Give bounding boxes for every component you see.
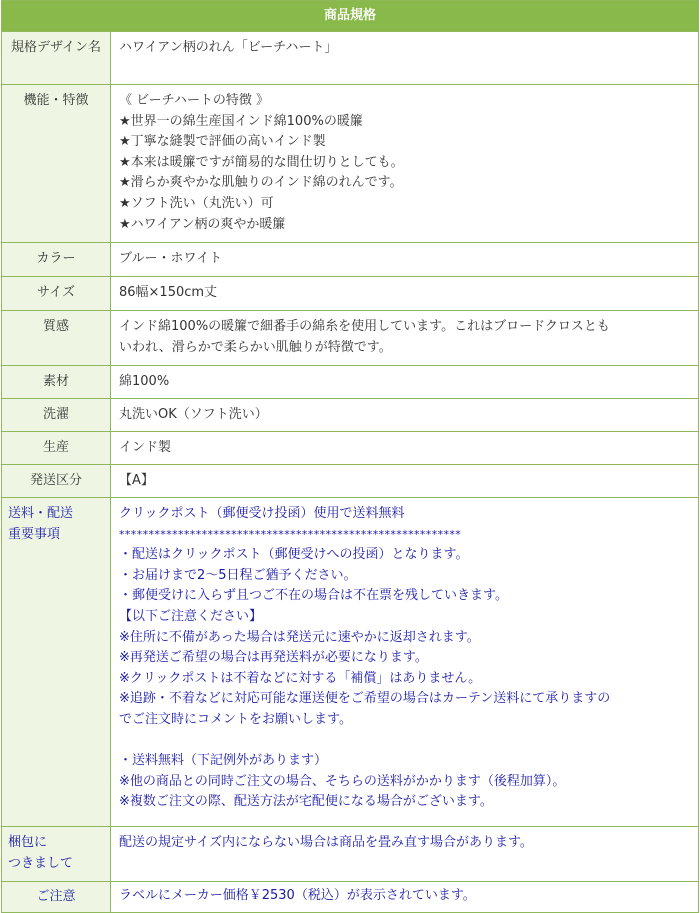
row-design <box>2 32 698 85</box>
row-size <box>2 277 698 311</box>
label-line: 送料・配送 <box>8 506 74 521</box>
row-label-wash: 洗濯 <box>2 399 111 431</box>
row-ship-class <box>2 465 698 498</box>
value-line: でご注文時にコメントをお願いします。 <box>119 711 352 727</box>
value-line: ★滑らか爽やかな肌触りのインド綿のれんです。 <box>119 175 403 191</box>
value-line: 配送の規定サイズ内にならない場合は商品を畳み直す場合があります。 <box>119 835 533 850</box>
row-label-color: カラー <box>2 243 111 276</box>
row-origin <box>2 432 698 465</box>
row-notice <box>2 882 698 912</box>
value-line: ハワイアン柄のれん「ビーチハート」 <box>119 40 338 55</box>
row-shipping <box>2 498 698 827</box>
row-value-origin <box>111 432 698 464</box>
row-label-features: 機能・特徴 <box>2 85 111 242</box>
spec-table-title: 商品規格 <box>2 1 698 32</box>
value-line: ラベルにメーカー価格￥2530（税込）が表示されています。 <box>119 888 476 903</box>
row-color <box>2 243 698 277</box>
row-value-packing <box>111 827 698 881</box>
value-line: ・お届けまで2～5日程ご猶予ください。 <box>119 567 357 583</box>
value-line: ★ハワイアン柄の爽やか暖簾 <box>119 216 286 232</box>
row-label-packing <box>2 827 111 881</box>
row-value-shipping <box>111 498 698 826</box>
value-line: ★丁寧な縫製で評価の高いインド製 <box>119 134 326 150</box>
row-texture <box>2 311 698 366</box>
value-line: ・配送はクリックポスト（郵便受けへの投函）となります。 <box>119 547 469 563</box>
value-line: ・郵便受けに入らず且つご不在の場合は不在票を残していきます。 <box>119 588 508 604</box>
value-line: インド製 <box>119 440 172 455</box>
value-line: ※再発送ご希望の場合は再発送料が必要になります。 <box>119 650 428 666</box>
label-line: 梱包に <box>8 835 48 850</box>
row-label-origin: 生産 <box>2 432 111 464</box>
row-label-material: 素材 <box>2 366 111 398</box>
value-line: 丸洗いOK（ソフト洗い） <box>119 407 268 422</box>
value-line: ※複数ご注文の際、配送方法が宅配便になる場合がございます。 <box>119 794 493 810</box>
value-line: 【A】 <box>119 473 154 488</box>
row-label-design: 規格デザイン名 <box>2 32 111 84</box>
value-line: ※住所に不備があった場合は発送元に速やかに返却されます。 <box>119 629 480 645</box>
value-line: 《 ビーチハートの特徴 》 <box>119 93 269 108</box>
row-value-color <box>111 243 698 276</box>
value-line: ブルー・ホワイト <box>119 251 223 266</box>
row-value-material <box>111 366 698 398</box>
value-line: クリックポスト（郵便受け投函）使用で送料無料 <box>119 506 405 521</box>
label-line: 重要事項 <box>8 526 61 542</box>
value-line: インド綿100%の暖簾で細番手の綿糸を使用しています。これはブロードクロスとも <box>119 319 610 334</box>
value-line: ※追跡・不着などに対応可能な運送便をご希望の場合はカーテン送料にて承りますの <box>119 691 611 707</box>
value-line: 綿100% <box>119 374 170 389</box>
value-line: ※他の商品との同時ご注文の場合、そちらの送料がかかります（後程加算）。 <box>119 773 566 789</box>
value-line: ********************************************************** <box>119 527 462 541</box>
value-line: ※クリックポストは不着などに対する「補償」はありません。 <box>119 670 482 686</box>
value-line: いわれ、滑らかで柔らかい肌触りが特徴です。 <box>119 339 392 355</box>
spec-table <box>1 0 699 913</box>
value-line: 【以下ご注意ください】 <box>119 608 263 624</box>
row-label-notice: ご注意 <box>2 882 111 912</box>
row-value-size <box>111 277 698 310</box>
row-material <box>2 366 698 399</box>
value-line: ★ソフト洗い（丸洗い）可 <box>119 195 274 211</box>
row-wash <box>2 399 698 432</box>
row-label-shipping <box>2 498 111 826</box>
row-label-ship-class: 発送区分 <box>2 465 111 497</box>
row-value-notice <box>111 882 698 912</box>
row-value-wash <box>111 399 698 431</box>
row-value-ship-class <box>111 465 698 497</box>
row-value-texture <box>111 311 698 365</box>
row-label-texture: 質感 <box>2 311 111 365</box>
value-line: 86幅×150cm丈 <box>119 285 218 300</box>
row-packing <box>2 827 698 882</box>
value-line: ・送料無料（下記例外があります） <box>119 753 328 769</box>
row-features <box>2 85 698 243</box>
row-value-features <box>111 85 698 242</box>
row-value-design <box>111 32 698 84</box>
row-label-size: サイズ <box>2 277 111 310</box>
label-line: つきまして <box>8 855 74 871</box>
value-line <box>119 731 690 752</box>
value-line: ★本来は暖簾ですが簡易的な間仕切りとしても。 <box>119 154 404 170</box>
value-line: ★世界一の綿生産国インド綿100%の暖簾 <box>119 113 363 129</box>
